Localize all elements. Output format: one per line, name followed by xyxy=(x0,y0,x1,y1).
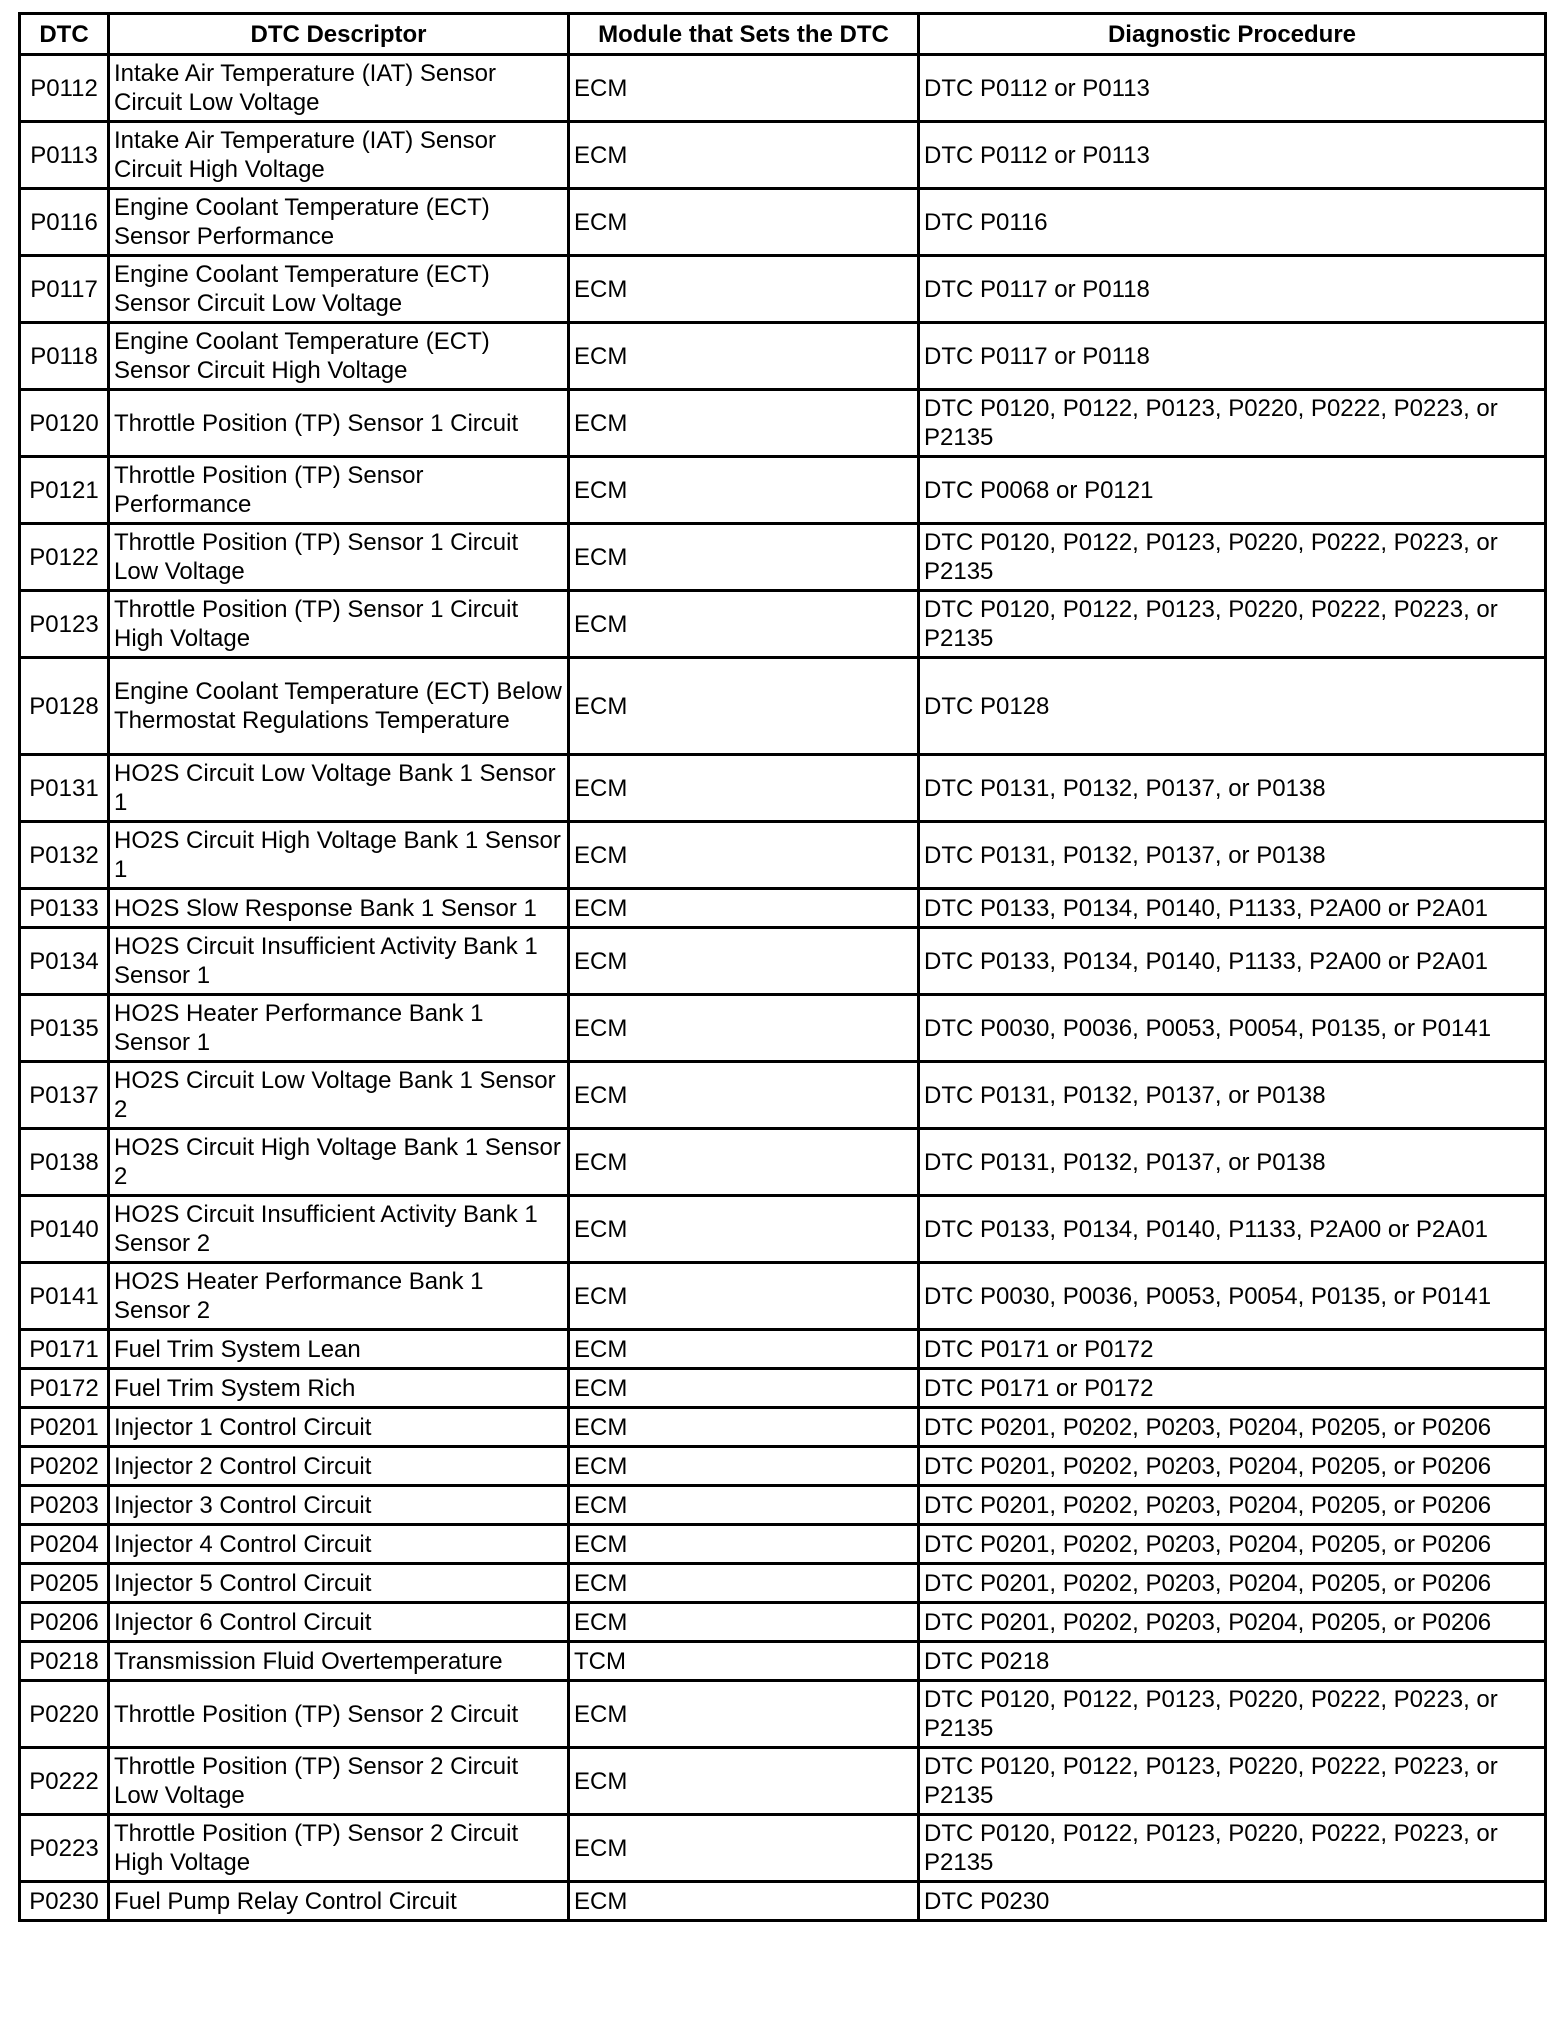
diagnostic-procedure: DTC P0201, P0202, P0203, P0204, P0205, or P0206 xyxy=(919,1603,1546,1642)
dtc-descriptor: Throttle Position (TP) Sensor 1 Circuit High Voltage xyxy=(109,591,569,658)
dtc-descriptor: HO2S Circuit High Voltage Bank 1 Sensor 2 xyxy=(109,1129,569,1196)
header-dtc: DTC xyxy=(20,14,109,55)
diagnostic-procedure: DTC P0030, P0036, P0053, P0054, P0135, or P0141 xyxy=(919,1263,1546,1330)
dtc-descriptor: Intake Air Temperature (IAT) Sensor Circuit Low Voltage xyxy=(109,55,569,122)
diagnostic-procedure: DTC P0120, P0122, P0123, P0220, P0222, P0223, or P2135 xyxy=(919,1681,1546,1748)
dtc-code: P0120 xyxy=(20,390,109,457)
diagnostic-procedure: DTC P0171 or P0172 xyxy=(919,1369,1546,1408)
dtc-code: P0140 xyxy=(20,1196,109,1263)
dtc-descriptor: Injector 6 Control Circuit xyxy=(109,1603,569,1642)
table-row xyxy=(20,323,1546,390)
dtc-code: P0132 xyxy=(20,822,109,889)
table-row xyxy=(20,1815,1546,1882)
dtc-code: P0230 xyxy=(20,1882,109,1921)
header-diagnostic-procedure: Diagnostic Procedure xyxy=(919,14,1546,55)
dtc-descriptor: HO2S Slow Response Bank 1 Sensor 1 xyxy=(109,889,569,928)
table-row xyxy=(20,189,1546,256)
dtc-module: ECM xyxy=(569,256,919,323)
dtc-descriptor: Throttle Position (TP) Sensor 2 Circuit xyxy=(109,1681,569,1748)
diagnostic-procedure: DTC P0120, P0122, P0123, P0220, P0222, P0223, or P2135 xyxy=(919,524,1546,591)
dtc-module: ECM xyxy=(569,1062,919,1129)
dtc-code: P0220 xyxy=(20,1681,109,1748)
table-row xyxy=(20,524,1546,591)
dtc-descriptor: Throttle Position (TP) Sensor 1 Circuit Low Voltage xyxy=(109,524,569,591)
diagnostic-procedure: DTC P0117 or P0118 xyxy=(919,323,1546,390)
dtc-descriptor: Fuel Pump Relay Control Circuit xyxy=(109,1882,569,1921)
dtc-descriptor: Throttle Position (TP) Sensor 1 Circuit xyxy=(109,390,569,457)
dtc-descriptor: Injector 2 Control Circuit xyxy=(109,1447,569,1486)
dtc-descriptor: HO2S Circuit Low Voltage Bank 1 Sensor 1 xyxy=(109,755,569,822)
diagnostic-procedure: DTC P0201, P0202, P0203, P0204, P0205, or P0206 xyxy=(919,1486,1546,1525)
dtc-module: ECM xyxy=(569,1525,919,1564)
dtc-code: P0218 xyxy=(20,1642,109,1681)
dtc-code: P0113 xyxy=(20,122,109,189)
dtc-descriptor: HO2S Circuit Insufficient Activity Bank 1 Sensor 2 xyxy=(109,1196,569,1263)
table-row xyxy=(20,1369,1546,1408)
dtc-code: P0206 xyxy=(20,1603,109,1642)
dtc-code: P0121 xyxy=(20,457,109,524)
dtc-code: P0201 xyxy=(20,1408,109,1447)
table-row xyxy=(20,256,1546,323)
diagnostic-procedure: DTC P0120, P0122, P0123, P0220, P0222, P0223, or P2135 xyxy=(919,1815,1546,1882)
table-row xyxy=(20,1525,1546,1564)
dtc-module: ECM xyxy=(569,189,919,256)
table-row xyxy=(20,1196,1546,1263)
dtc-descriptor: Throttle Position (TP) Sensor 2 Circuit High Voltage xyxy=(109,1815,569,1882)
diagnostic-procedure: DTC P0120, P0122, P0123, P0220, P0222, P0223, or P2135 xyxy=(919,591,1546,658)
diagnostic-procedure: DTC P0120, P0122, P0123, P0220, P0222, P0223, or P2135 xyxy=(919,390,1546,457)
dtc-module: ECM xyxy=(569,524,919,591)
diagnostic-procedure: DTC P0131, P0132, P0137, or P0138 xyxy=(919,1129,1546,1196)
dtc-module: ECM xyxy=(569,390,919,457)
dtc-module: ECM xyxy=(569,1263,919,1330)
dtc-code: P0137 xyxy=(20,1062,109,1129)
diagnostic-procedure: DTC P0133, P0134, P0140, P1133, P2A00 or P2A01 xyxy=(919,1196,1546,1263)
diagnostic-procedure: DTC P0068 or P0121 xyxy=(919,457,1546,524)
dtc-descriptor: Engine Coolant Temperature (ECT) Sensor Circuit Low Voltage xyxy=(109,256,569,323)
diagnostic-procedure: DTC P0117 or P0118 xyxy=(919,256,1546,323)
dtc-module: ECM xyxy=(569,658,919,755)
table-row xyxy=(20,1129,1546,1196)
dtc-module: ECM xyxy=(569,1681,919,1748)
table-row xyxy=(20,1447,1546,1486)
table-row xyxy=(20,390,1546,457)
table-row xyxy=(20,928,1546,995)
dtc-descriptor: HO2S Circuit High Voltage Bank 1 Sensor 1 xyxy=(109,822,569,889)
table-row xyxy=(20,457,1546,524)
dtc-module: ECM xyxy=(569,822,919,889)
table-row xyxy=(20,591,1546,658)
table-row xyxy=(20,122,1546,189)
dtc-code: P0203 xyxy=(20,1486,109,1525)
diagnostic-procedure: DTC P0201, P0202, P0203, P0204, P0205, or P0206 xyxy=(919,1564,1546,1603)
dtc-code: P0172 xyxy=(20,1369,109,1408)
table-row xyxy=(20,1062,1546,1129)
diagnostic-procedure: DTC P0171 or P0172 xyxy=(919,1330,1546,1369)
dtc-code: P0204 xyxy=(20,1525,109,1564)
table-row xyxy=(20,1408,1546,1447)
diagnostic-procedure: DTC P0201, P0202, P0203, P0204, P0205, or P0206 xyxy=(919,1447,1546,1486)
dtc-code: P0171 xyxy=(20,1330,109,1369)
dtc-descriptor: Transmission Fluid Overtemperature xyxy=(109,1642,569,1681)
diagnostic-procedure: DTC P0112 or P0113 xyxy=(919,55,1546,122)
dtc-code: P0205 xyxy=(20,1564,109,1603)
table-row xyxy=(20,1564,1546,1603)
dtc-module: ECM xyxy=(569,323,919,390)
table-row xyxy=(20,1681,1546,1748)
dtc-descriptor: Engine Coolant Temperature (ECT) Sensor Performance xyxy=(109,189,569,256)
dtc-code: P0133 xyxy=(20,889,109,928)
diagnostic-procedure: DTC P0030, P0036, P0053, P0054, P0135, or P0141 xyxy=(919,995,1546,1062)
table-row xyxy=(20,995,1546,1062)
diagnostic-procedure: DTC P0116 xyxy=(919,189,1546,256)
dtc-descriptor: Throttle Position (TP) Sensor Performance xyxy=(109,457,569,524)
dtc-code: P0123 xyxy=(20,591,109,658)
table-row xyxy=(20,822,1546,889)
dtc-module: ECM xyxy=(569,1330,919,1369)
diagnostic-procedure: DTC P0133, P0134, P0140, P1133, P2A00 or P2A01 xyxy=(919,928,1546,995)
dtc-module: ECM xyxy=(569,457,919,524)
diagnostic-procedure: DTC P0131, P0132, P0137, or P0138 xyxy=(919,755,1546,822)
dtc-code: P0202 xyxy=(20,1447,109,1486)
diagnostic-procedure: DTC P0201, P0202, P0203, P0204, P0205, or P0206 xyxy=(919,1525,1546,1564)
dtc-code: P0135 xyxy=(20,995,109,1062)
dtc-code: P0223 xyxy=(20,1815,109,1882)
dtc-descriptor: Engine Coolant Temperature (ECT) Below Thermostat Regulations Temperature xyxy=(109,658,569,755)
dtc-descriptor: HO2S Heater Performance Bank 1 Sensor 1 xyxy=(109,995,569,1062)
dtc-code: P0128 xyxy=(20,658,109,755)
dtc-code: P0134 xyxy=(20,928,109,995)
dtc-code: P0112 xyxy=(20,55,109,122)
table-row xyxy=(20,55,1546,122)
dtc-module: ECM xyxy=(569,928,919,995)
header-dtc-descriptor: DTC Descriptor xyxy=(109,14,569,55)
dtc-module: ECM xyxy=(569,55,919,122)
dtc-module: ECM xyxy=(569,591,919,658)
dtc-module: ECM xyxy=(569,122,919,189)
dtc-descriptor: Throttle Position (TP) Sensor 2 Circuit Low Voltage xyxy=(109,1748,569,1815)
dtc-descriptor: Injector 4 Control Circuit xyxy=(109,1525,569,1564)
diagnostic-procedure: DTC P0128 xyxy=(919,658,1546,755)
dtc-module: ECM xyxy=(569,1815,919,1882)
diagnostic-procedure: DTC P0201, P0202, P0203, P0204, P0205, or P0206 xyxy=(919,1408,1546,1447)
dtc-code: P0117 xyxy=(20,256,109,323)
dtc-module: TCM xyxy=(569,1642,919,1681)
dtc-descriptor: Engine Coolant Temperature (ECT) Sensor Circuit High Voltage xyxy=(109,323,569,390)
dtc-descriptor: Fuel Trim System Rich xyxy=(109,1369,569,1408)
table-row xyxy=(20,889,1546,928)
header-module: Module that Sets the DTC xyxy=(569,14,919,55)
dtc-module: ECM xyxy=(569,1486,919,1525)
diagnostic-procedure: DTC P0230 xyxy=(919,1882,1546,1921)
dtc-table xyxy=(18,12,1547,1922)
table-row xyxy=(20,755,1546,822)
table-row xyxy=(20,1642,1546,1681)
dtc-descriptor: Injector 5 Control Circuit xyxy=(109,1564,569,1603)
dtc-module: ECM xyxy=(569,1129,919,1196)
dtc-module: ECM xyxy=(569,1408,919,1447)
dtc-module: ECM xyxy=(569,995,919,1062)
dtc-module: ECM xyxy=(569,1564,919,1603)
dtc-code: P0141 xyxy=(20,1263,109,1330)
dtc-code: P0131 xyxy=(20,755,109,822)
dtc-descriptor: Intake Air Temperature (IAT) Sensor Circuit High Voltage xyxy=(109,122,569,189)
dtc-module: ECM xyxy=(569,1447,919,1486)
dtc-module: ECM xyxy=(569,755,919,822)
dtc-module: ECM xyxy=(569,1882,919,1921)
dtc-module: ECM xyxy=(569,1369,919,1408)
dtc-module: ECM xyxy=(569,1603,919,1642)
diagnostic-procedure: DTC P0131, P0132, P0137, or P0138 xyxy=(919,822,1546,889)
diagnostic-procedure: DTC P0218 xyxy=(919,1642,1546,1681)
dtc-descriptor: Fuel Trim System Lean xyxy=(109,1330,569,1369)
table-row xyxy=(20,1748,1546,1815)
dtc-module: ECM xyxy=(569,1196,919,1263)
diagnostic-procedure: DTC P0131, P0132, P0137, or P0138 xyxy=(919,1062,1546,1129)
dtc-descriptor: HO2S Circuit Low Voltage Bank 1 Sensor 2 xyxy=(109,1062,569,1129)
diagnostic-procedure: DTC P0112 or P0113 xyxy=(919,122,1546,189)
dtc-descriptor: HO2S Circuit Insufficient Activity Bank 1 Sensor 1 xyxy=(109,928,569,995)
diagnostic-procedure: DTC P0133, P0134, P0140, P1133, P2A00 or P2A01 xyxy=(919,889,1546,928)
table-header-row xyxy=(20,14,1546,55)
table-row xyxy=(20,1882,1546,1921)
dtc-descriptor: HO2S Heater Performance Bank 1 Sensor 2 xyxy=(109,1263,569,1330)
dtc-code: P0116 xyxy=(20,189,109,256)
table-row xyxy=(20,1486,1546,1525)
dtc-descriptor: Injector 3 Control Circuit xyxy=(109,1486,569,1525)
table-row xyxy=(20,1263,1546,1330)
dtc-module: ECM xyxy=(569,889,919,928)
dtc-code: P0122 xyxy=(20,524,109,591)
table-row xyxy=(20,1330,1546,1369)
dtc-code: P0118 xyxy=(20,323,109,390)
dtc-descriptor: Injector 1 Control Circuit xyxy=(109,1408,569,1447)
dtc-code: P0222 xyxy=(20,1748,109,1815)
dtc-module: ECM xyxy=(569,1748,919,1815)
diagnostic-procedure: DTC P0120, P0122, P0123, P0220, P0222, P0223, or P2135 xyxy=(919,1748,1546,1815)
dtc-code: P0138 xyxy=(20,1129,109,1196)
table-row xyxy=(20,1603,1546,1642)
table-row xyxy=(20,658,1546,755)
